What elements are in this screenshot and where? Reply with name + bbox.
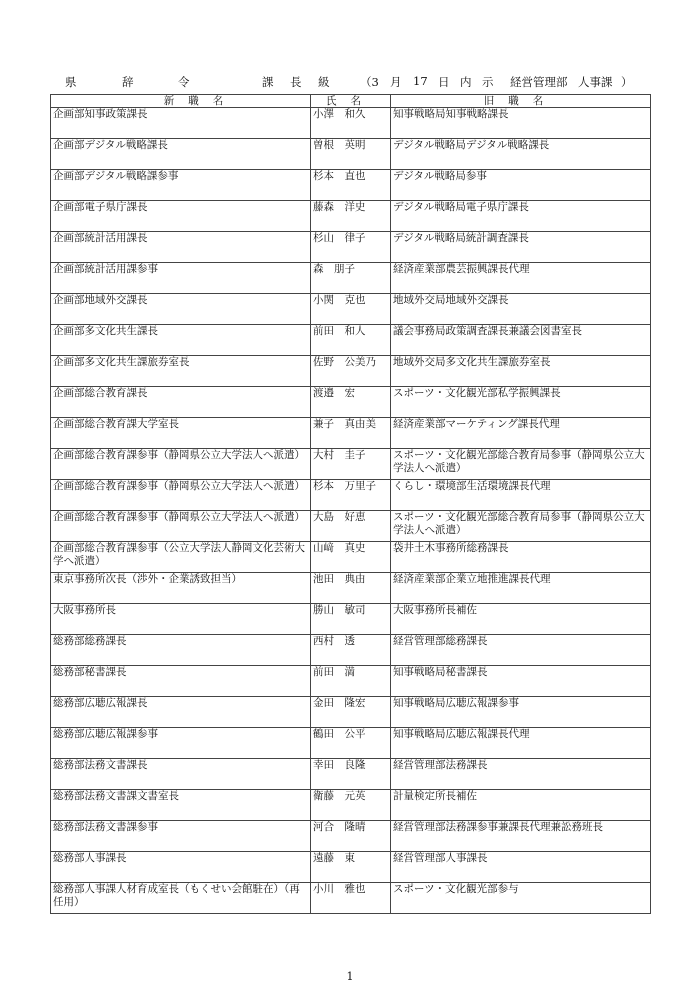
title-part: 日 <box>438 75 450 89</box>
table-row <box>51 511 651 542</box>
title-part: 示 <box>482 75 494 89</box>
table-row <box>51 573 651 604</box>
new-post-cell: 企画部総合教育課参事（静岡県公立大学法人へ派遣） <box>51 449 311 480</box>
new-post-cell: 企画部総合教育課大学室長 <box>51 418 311 449</box>
old-post-cell: デジタル戦略局デジタル戦略課長 <box>391 139 651 170</box>
table-row <box>51 449 651 480</box>
table-row <box>51 418 651 449</box>
old-post-cell: 経営管理部法務課参事兼課長代理兼訟務班長 <box>391 821 651 852</box>
table-header-row <box>51 95 651 108</box>
new-post-cell: 大阪事務所長 <box>51 604 311 635</box>
document-title <box>55 74 655 90</box>
page-number: 1 <box>346 970 354 983</box>
personnel-table <box>50 94 651 914</box>
name-cell: 前田 満 <box>311 666 391 697</box>
name-cell: 藤森 洋史 <box>311 201 391 232</box>
old-post-cell: スポーツ・文化観光部総合教育局参事（静岡県公立大学法人へ派遣） <box>391 511 651 542</box>
title-part: 級 <box>318 75 330 89</box>
table-row <box>51 542 651 573</box>
title-part: （3 <box>360 75 379 89</box>
old-post-cell: スポーツ・文化観光部総合教育局参事（静岡県公立大学法人へ派遣） <box>391 449 651 480</box>
table-row <box>51 790 651 821</box>
old-post-cell: 知事戦略局広聴広報課長代理 <box>391 728 651 759</box>
table-row <box>51 759 651 790</box>
old-post-cell: 経済産業部マーケティング課長代理 <box>391 418 651 449</box>
name-cell: 金田 隆宏 <box>311 697 391 728</box>
name-cell: 佐野 公美乃 <box>311 356 391 387</box>
new-post-cell: 企画部総合教育課参事（静岡県公立大学法人へ派遣） <box>51 480 311 511</box>
name-cell: 前田 和人 <box>311 325 391 356</box>
name-cell: 遠藤 東 <box>311 852 391 883</box>
old-post-cell: デジタル戦略局参事 <box>391 170 651 201</box>
table-row <box>51 728 651 759</box>
header-old-post: 旧職名 <box>391 95 651 108</box>
old-post-cell: デジタル戦略局統計調査課長 <box>391 232 651 263</box>
table-row <box>51 697 651 728</box>
table-row <box>51 201 651 232</box>
name-cell: 西村 透 <box>311 635 391 666</box>
name-cell: 渡邉 宏 <box>311 387 391 418</box>
table-row <box>51 325 651 356</box>
old-post-cell: 経営管理部人事課長 <box>391 852 651 883</box>
new-post-cell: 企画部総合教育課長 <box>51 387 311 418</box>
new-post-cell: 企画部電子県庁課長 <box>51 201 311 232</box>
title-part: 月 <box>390 75 402 89</box>
title-part: 長 <box>290 75 302 89</box>
new-post-cell: 総務部広聴広報課長 <box>51 697 311 728</box>
table-row <box>51 666 651 697</box>
title-part: 辞 <box>122 75 134 89</box>
table-row <box>51 635 651 666</box>
new-post-cell: 企画部地域外交課長 <box>51 294 311 325</box>
new-post-cell: 企画部多文化共生課長 <box>51 325 311 356</box>
title-part: 経営管理部 <box>510 75 568 89</box>
name-cell: 池田 典由 <box>311 573 391 604</box>
old-post-cell: くらし・環境部生活環境課長代理 <box>391 480 651 511</box>
new-post-cell: 総務部広聴広報課参事 <box>51 728 311 759</box>
table-row <box>51 604 651 635</box>
new-post-cell: 企画部統計活用課長 <box>51 232 311 263</box>
name-cell: 杉山 律子 <box>311 232 391 263</box>
name-cell: 大島 好恵 <box>311 511 391 542</box>
table-row <box>51 263 651 294</box>
name-cell: 鶴田 公平 <box>311 728 391 759</box>
name-cell: 幸田 良隆 <box>311 759 391 790</box>
table-row <box>51 883 651 914</box>
header-new-post: 新職名 <box>51 95 311 108</box>
new-post-cell: 総務部法務文書課文書室長 <box>51 790 311 821</box>
name-cell: 河合 隆晴 <box>311 821 391 852</box>
new-post-cell: 総務部秘書課長 <box>51 666 311 697</box>
name-cell: 曽根 英明 <box>311 139 391 170</box>
old-post-cell: 知事戦略局広聴広報課参事 <box>391 697 651 728</box>
table-row <box>51 139 651 170</box>
new-post-cell: 企画部総合教育課参事（公立大学法人静岡文化芸術大学へ派遣） <box>51 542 311 573</box>
old-post-cell: 議会事務局政策調査課長兼議会図書室長 <box>391 325 651 356</box>
name-cell: 森 朋子 <box>311 263 391 294</box>
new-post-cell: 企画部知事政策課長 <box>51 108 311 139</box>
new-post-cell: 企画部デジタル戦略課参事 <box>51 170 311 201</box>
new-post-cell: 企画部総合教育課参事（静岡県公立大学法人へ派遣） <box>51 511 311 542</box>
name-cell: 小関 克也 <box>311 294 391 325</box>
new-post-cell: 総務部人事課長 <box>51 852 311 883</box>
title-part: 課 <box>262 75 274 89</box>
old-post-cell: 地域外交局地域外交課長 <box>391 294 651 325</box>
old-post-cell: 知事戦略局秘書課長 <box>391 666 651 697</box>
new-post-cell: 総務部人事課人材育成室長（もくせい会館駐在）（再任用） <box>51 883 311 914</box>
title-part: 人事課 <box>578 75 613 89</box>
name-cell: 大村 圭子 <box>311 449 391 480</box>
table-row <box>51 170 651 201</box>
new-post-cell: 総務部総務課長 <box>51 635 311 666</box>
old-post-cell: 経営管理部総務課長 <box>391 635 651 666</box>
title-part: 内 <box>460 75 472 89</box>
title-part: 県 <box>65 75 77 89</box>
old-post-cell: 地域外交局多文化共生課旅券室長 <box>391 356 651 387</box>
old-post-cell: 経営管理部法務課長 <box>391 759 651 790</box>
table-row <box>51 387 651 418</box>
name-cell: 山﨑 真史 <box>311 542 391 573</box>
old-post-cell: 経済産業部農芸振興課長代理 <box>391 263 651 294</box>
old-post-cell: 経済産業部企業立地推進課長代理 <box>391 573 651 604</box>
new-post-cell: 企画部デジタル戦略課長 <box>51 139 311 170</box>
old-post-cell: 大阪事務所長補佐 <box>391 604 651 635</box>
table-row <box>51 821 651 852</box>
old-post-cell: スポーツ・文化観光部私学振興課長 <box>391 387 651 418</box>
old-post-cell: スポーツ・文化観光部参与 <box>391 883 651 914</box>
new-post-cell: 企画部統計活用課参事 <box>51 263 311 294</box>
name-cell: 兼子 真由美 <box>311 418 391 449</box>
title-part: 17 <box>413 74 428 88</box>
table-row <box>51 232 651 263</box>
new-post-cell: 総務部法務文書課長 <box>51 759 311 790</box>
header-name: 氏名 <box>311 95 391 108</box>
name-cell: 勝山 敏司 <box>311 604 391 635</box>
name-cell: 杉本 万里子 <box>311 480 391 511</box>
old-post-cell: デジタル戦略局電子県庁課長 <box>391 201 651 232</box>
table-row <box>51 294 651 325</box>
old-post-cell: 計量検定所長補佐 <box>391 790 651 821</box>
new-post-cell: 企画部多文化共生課旅券室長 <box>51 356 311 387</box>
new-post-cell: 総務部法務文書課参事 <box>51 821 311 852</box>
new-post-cell: 東京事務所次長（渉外・企業誘致担当） <box>51 573 311 604</box>
title-part: 令 <box>178 75 190 89</box>
old-post-cell: 知事戦略局知事戦略課長 <box>391 108 651 139</box>
table-row <box>51 852 651 883</box>
name-cell: 小澤 和久 <box>311 108 391 139</box>
table-row <box>51 480 651 511</box>
table-row <box>51 356 651 387</box>
name-cell: 小川 雅也 <box>311 883 391 914</box>
name-cell: 衛藤 元英 <box>311 790 391 821</box>
old-post-cell: 袋井土木事務所総務課長 <box>391 542 651 573</box>
name-cell: 杉本 直也 <box>311 170 391 201</box>
title-part: ） <box>621 75 633 89</box>
table-row <box>51 108 651 139</box>
